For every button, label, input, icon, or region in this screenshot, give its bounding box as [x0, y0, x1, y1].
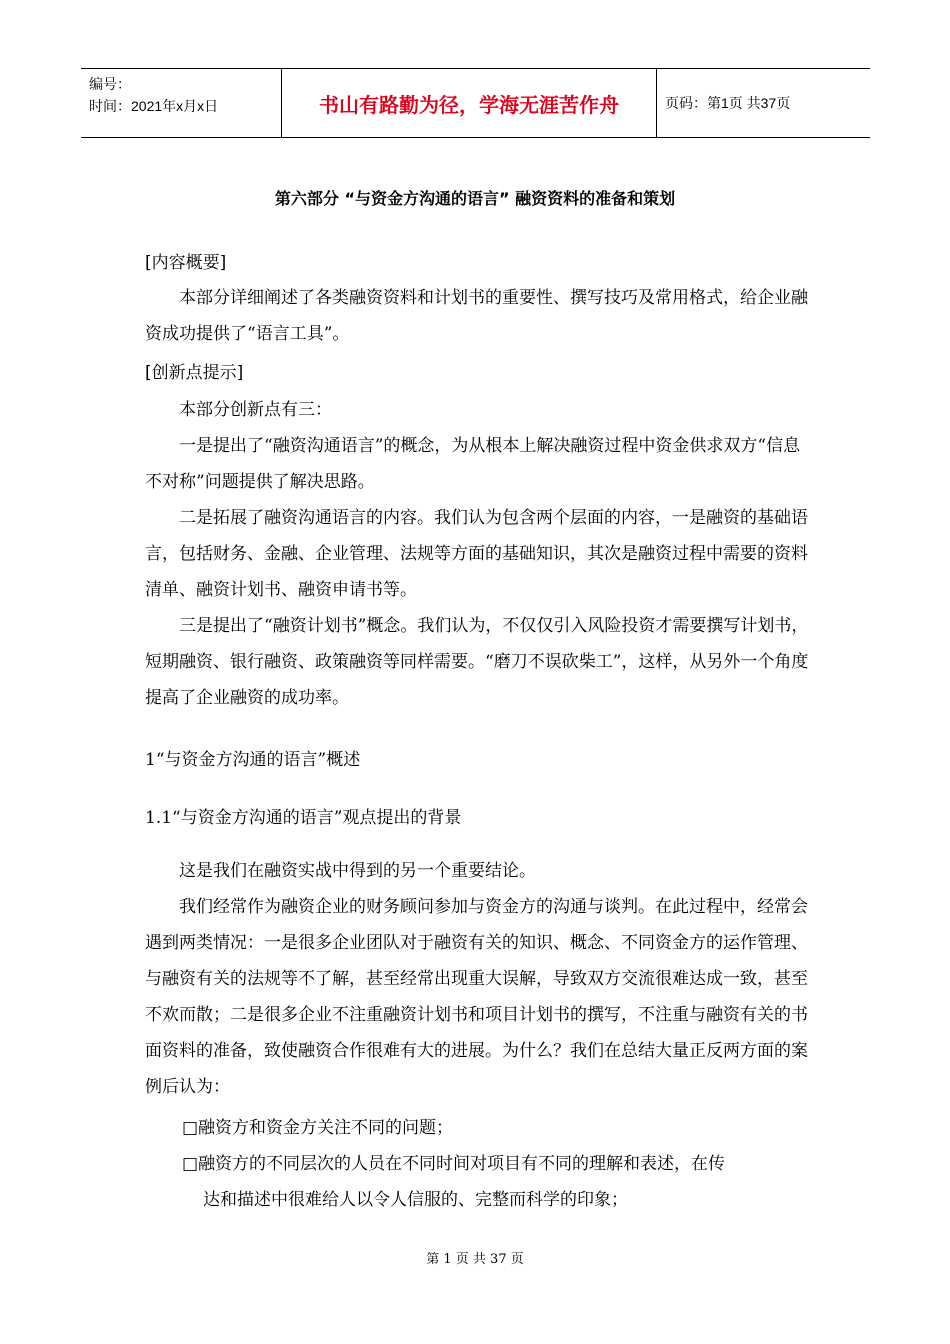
innovation-point-3: 三是提出了“融资计划书”概念。我们认为，不仅仅引入风险投资才需要撰写计划书，短期融资、银行融资、政策融资等同样需要。“磨刀不误砍柴工”，这样，从另外一个角度提高了企业融资的成功率。 — [145, 616, 809, 708]
page-info: 页码：第1页 共37页 — [665, 95, 791, 111]
innovation-heading: [创新点提示] — [145, 363, 244, 383]
header-meta — [81, 69, 281, 137]
innovation-intro: 本部分创新点有三： — [179, 400, 332, 420]
paragraph-1: 这是我们在融资实战中得到的另一个重要结论。 — [179, 861, 536, 881]
innovation-point-1: 一是提出了“融资沟通语言”的概念，为从根本上解决融资过程中资金供求双方“信息不对称”问题提供了解决思路。 — [145, 436, 801, 492]
bullet-item-1: □融资方和资金方关注不同的问题； — [182, 1118, 454, 1138]
date-label: 时间：2021年x月x日 — [89, 98, 219, 114]
summary-heading: [内容概要] — [145, 253, 227, 273]
bullet-item-2-line-2: 达和描述中很难给人以令人信服的、完整而科学的印象； — [203, 1190, 628, 1210]
paragraph-2: 我们经常作为融资企业的财务顾问参加与资金方的沟通与谈判。在此过程中，经常会遇到两类情况：一是很多企业团队对于融资有关的知识、概念、不同资金方的运作管理、与融资有关的法规等不了解，甚至经常出现重大误解，导致双方交流很难达成一致，甚至不欢而散；二是很多企业不注重融资计划书和项目计划书的撰写，不注重与融资有关的书面资料的准备，致使融资合作很难有大的进展。为什么？我们在总结大量正反两方面的案例后认为： — [145, 897, 808, 1097]
heading-1: 1“与资金方沟通的语言”概述 — [145, 750, 361, 770]
header-table — [81, 68, 870, 138]
code-label: 编号： — [89, 76, 131, 92]
heading-1-1: 1.1“与资金方沟通的语言”观点提出的背景 — [145, 808, 462, 828]
page-footer: 第 1 页 共 37 页 — [426, 1252, 524, 1267]
document-title: 第六部分 “与资金方沟通的语言” 融资资料的准备和策划 — [274, 189, 676, 208]
summary-paragraph: 本部分详细阐述了各类融资资料和计划书的重要性、撰写技巧及常用格式，给企业融资成功提供了“语言工具”。 — [145, 288, 808, 344]
bullet-item-2 — [182, 1146, 812, 1218]
innovation-point-2: 二是拓展了融资沟通语言的内容。我们认为包含两个层面的内容，一是融资的基础语言，包括财务、金融、企业管理、法规等方面的基础知识，其次是融资过程中需要的资料清单、融资计划书、融资申请书等。 — [145, 508, 808, 600]
bullet-item-2-line-1: □融资方的不同层次的人员在不同时间对项目有不同的理解和表述，在传 — [182, 1154, 726, 1174]
motto: 书山有路勤为径，学海无涯苦作舟 — [281, 69, 657, 137]
